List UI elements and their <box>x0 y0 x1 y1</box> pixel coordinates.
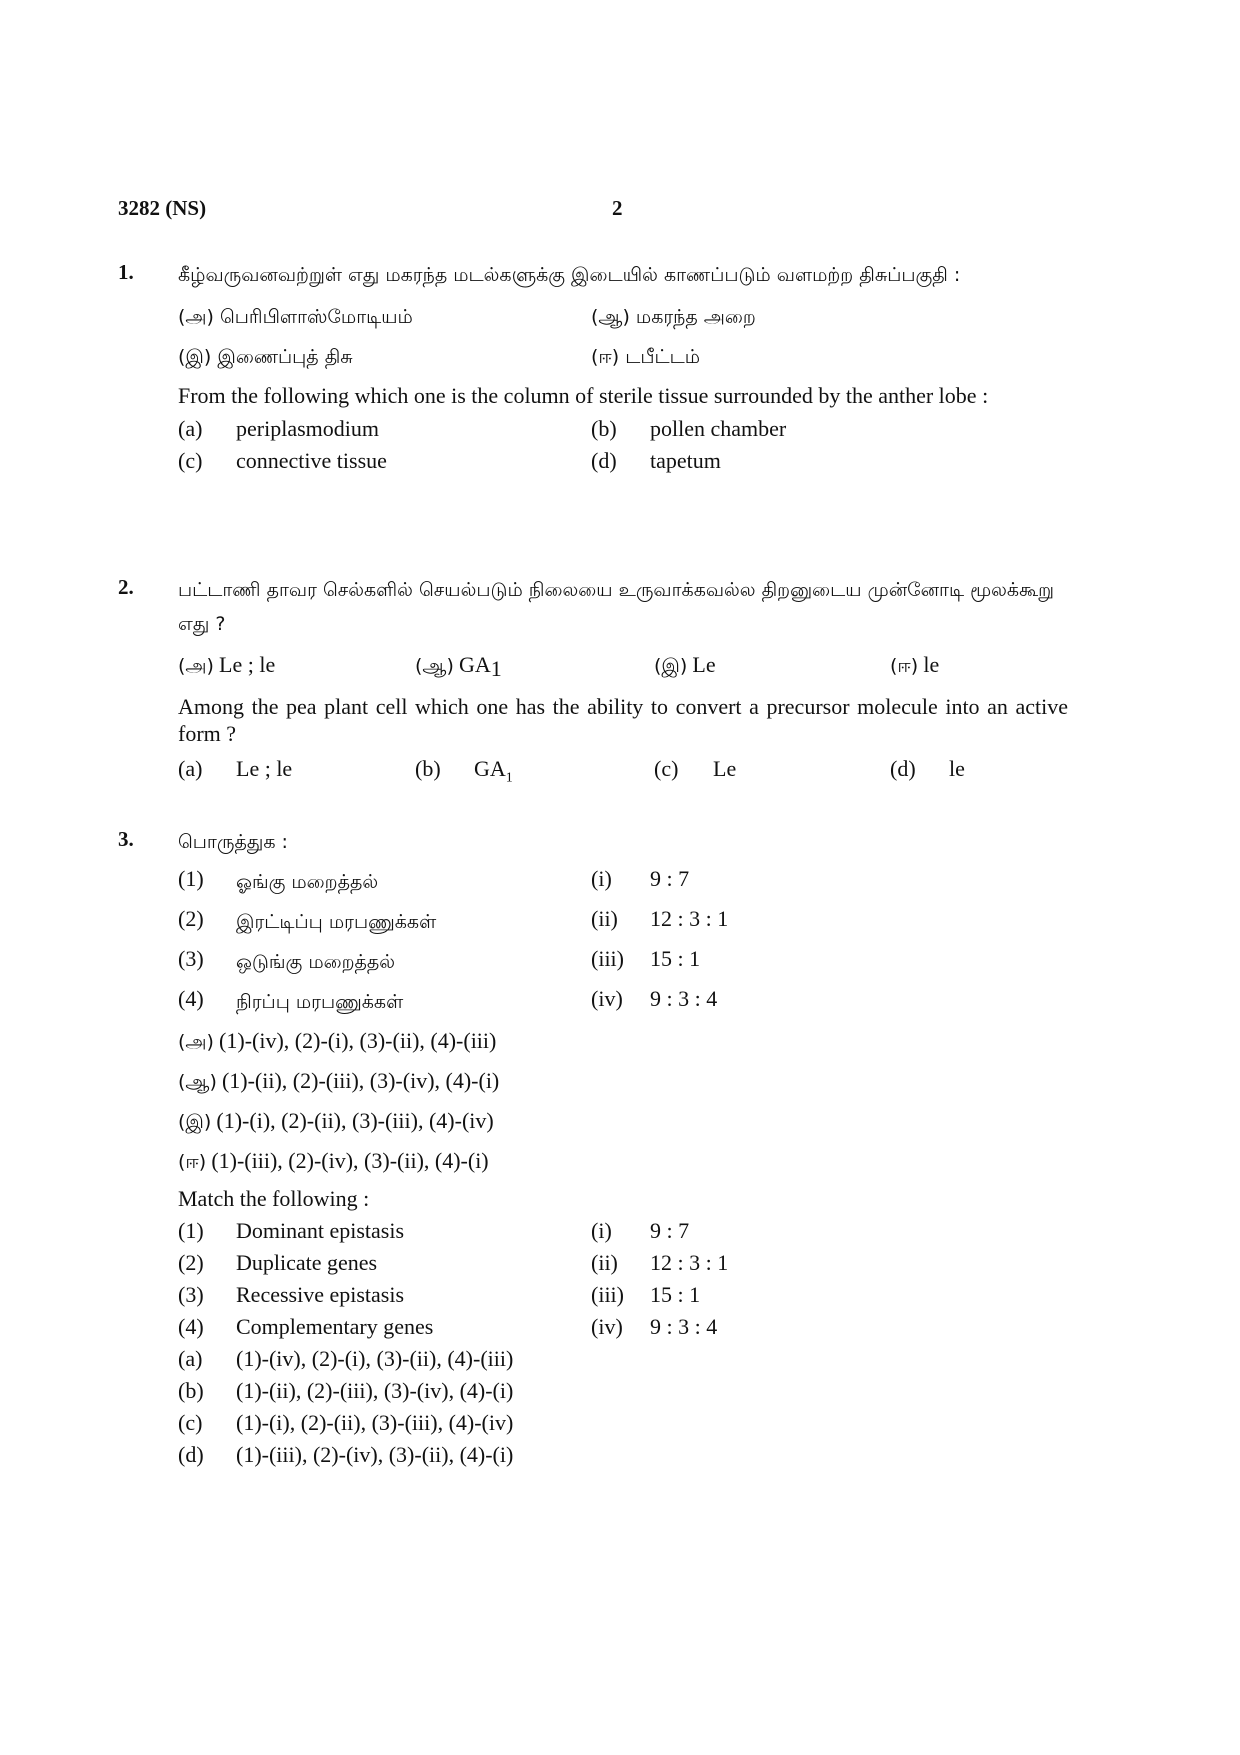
question-stem-tamil: பட்டாணி தாவர செல்களில் செயல்படும் நிலையை உருவாக்கவல்ல திறனுடைய முன்னோடி மூலக்கூறு எது ? <box>178 579 1055 635</box>
question-stem-tamil: கீழ்வருவனவற்றுள் எது மகரந்த மடல்களுக்கு இடையில் காணப்படும் வளமற்ற திசுப்பகுதி : <box>178 264 961 286</box>
question-number: 3. <box>118 827 134 851</box>
left-item: நிரப்பு மரபணுக்கள் <box>236 991 404 1013</box>
question-number: 1. <box>118 260 134 284</box>
option-a-text: periplasmodium <box>236 416 379 441</box>
right-label: (iii) <box>591 946 624 971</box>
right-item: 15 : 1 <box>650 946 701 971</box>
option-c-label: (c) <box>178 448 203 473</box>
left-item: ஓங்கு மறைத்தல் <box>236 871 379 893</box>
question-stem-tamil: பொருத்துக : <box>178 831 288 853</box>
option-d-text: tapetum <box>650 448 721 473</box>
answer-label: (இ) <box>178 1111 212 1133</box>
answer-option <box>178 1145 1068 1185</box>
answer-label: (d) <box>178 1442 204 1467</box>
option-a-tamil: (அ) பெரிபிளாஸ்மோடியம் <box>178 306 413 328</box>
left-label: (4) <box>178 1314 204 1339</box>
right-item: 12 : 3 : 1 <box>650 906 729 931</box>
answer-text: (1)-(iv), (2)-(i), (3)-(ii), (4)-(iii) <box>219 1028 497 1053</box>
page-number: 2 <box>612 196 623 220</box>
option-a-label: (a) <box>178 756 203 781</box>
left-label: (2) <box>178 1250 204 1275</box>
answer-option <box>178 1345 1068 1377</box>
answer-text: (1)-(i), (2)-(ii), (3)-(iii), (4)-(iv) <box>216 1108 494 1133</box>
answer-option <box>178 1105 1068 1145</box>
right-label: (i) <box>591 1218 612 1243</box>
answer-text: (1)-(iii), (2)-(iv), (3)-(ii), (4)-(i) <box>236 1442 514 1467</box>
option-c-tamil: (இ) Le <box>654 652 716 677</box>
right-label: (i) <box>591 866 612 891</box>
option-c-label: (c) <box>654 756 679 781</box>
right-label: (iii) <box>591 1282 624 1307</box>
left-item: Duplicate genes <box>236 1250 378 1275</box>
answer-option <box>178 1025 1068 1065</box>
answer-label: (ஈ) <box>178 1151 207 1173</box>
options-row <box>178 447 1068 479</box>
match-row <box>178 865 1068 905</box>
options-row <box>178 755 1068 787</box>
match-row <box>178 985 1068 1025</box>
match-row <box>178 1313 1068 1345</box>
options-row <box>178 340 1068 380</box>
option-d-label: (d) <box>890 756 916 781</box>
options-row <box>178 300 1068 340</box>
option-d-tamil: (ஈ) டபீட்டம் <box>591 346 701 368</box>
answer-option <box>178 1377 1068 1409</box>
answer-text: (1)-(i), (2)-(ii), (3)-(iii), (4)-(iv) <box>236 1410 514 1435</box>
right-label: (iv) <box>591 1314 623 1339</box>
option-d-text: le <box>949 756 965 781</box>
left-item: ஒடுங்கு மறைத்தல் <box>236 951 396 973</box>
answer-text: (1)-(ii), (2)-(iii), (3)-(iv), (4)-(i) <box>221 1068 500 1093</box>
left-label: (4) <box>178 986 204 1011</box>
right-item: 9 : 3 : 4 <box>650 1314 718 1339</box>
option-b-label: (b) <box>591 416 617 441</box>
paper-code: 3282 (NS) <box>118 196 207 220</box>
option-b-tamil: (ஆ) $GA_1$ <box>415 652 502 682</box>
option-c-tamil: (இ) இணைப்புத் திசு <box>178 346 353 368</box>
answer-label: (a) <box>178 1346 203 1371</box>
question-stem-english: Among the pea plant cell which one has the ability to convert a precursor molecule into an active form ? <box>178 694 1068 746</box>
question-number: 2. <box>118 575 134 599</box>
answer-text: (1)-(iii), (2)-(iv), (3)-(ii), (4)-(i) <box>211 1148 489 1173</box>
option-c-text: Le <box>713 756 737 781</box>
option-b-text: pollen chamber <box>650 416 787 441</box>
match-row <box>178 905 1068 945</box>
option-c-text: connective tissue <box>236 448 387 473</box>
right-item: 12 : 3 : 1 <box>650 1250 729 1275</box>
option-a-tamil: (அ) Le ; le <box>178 652 276 677</box>
answer-option <box>178 1441 1068 1473</box>
options-row <box>178 415 1068 447</box>
left-label: (2) <box>178 906 204 931</box>
option-b-tamil: (ஆ) மகரந்த அறை <box>591 306 756 328</box>
question-stem-english: From the following which one is the column of sterile tissue surrounded by the anther lobe : <box>178 383 989 408</box>
left-item: Dominant epistasis <box>236 1218 405 1243</box>
options-row <box>178 649 1068 689</box>
option-a-text: Le ; le <box>236 756 293 781</box>
answer-label: (ஆ) <box>178 1071 217 1093</box>
left-label: (3) <box>178 1282 204 1307</box>
match-row <box>178 1281 1068 1313</box>
match-row <box>178 945 1068 985</box>
answer-text: (1)-(ii), (2)-(iii), (3)-(iv), (4)-(i) <box>236 1378 514 1403</box>
match-row <box>178 1249 1068 1281</box>
question-stem-english: Match the following : <box>178 1186 370 1211</box>
right-item: 15 : 1 <box>650 1282 701 1307</box>
right-item: 9 : 7 <box>650 866 690 891</box>
right-item: 9 : 3 : 4 <box>650 986 718 1011</box>
option-d-label: (d) <box>591 448 617 473</box>
option-d-tamil: (ஈ) le <box>890 652 940 677</box>
answer-option <box>178 1065 1068 1105</box>
right-label: (iv) <box>591 986 623 1011</box>
option-b-label: (b) <box>415 756 441 781</box>
left-label: (3) <box>178 946 204 971</box>
answer-text: (1)-(iv), (2)-(i), (3)-(ii), (4)-(iii) <box>236 1346 514 1371</box>
left-item: இரட்டிப்பு மரபணுக்கள் <box>236 911 437 933</box>
left-label: (1) <box>178 866 204 891</box>
answer-label: (b) <box>178 1378 204 1403</box>
match-row <box>178 1217 1068 1249</box>
answer-label: (c) <box>178 1410 203 1435</box>
answer-option <box>178 1409 1068 1441</box>
left-item: Complementary genes <box>236 1314 434 1339</box>
option-b-text: $GA_1$ <box>474 756 513 786</box>
right-label: (ii) <box>591 906 618 931</box>
option-a-label: (a) <box>178 416 203 441</box>
left-label: (1) <box>178 1218 204 1243</box>
answer-label: (அ) <box>178 1031 214 1053</box>
left-item: Recessive epistasis <box>236 1282 405 1307</box>
right-item: 9 : 7 <box>650 1218 690 1243</box>
right-label: (ii) <box>591 1250 618 1275</box>
